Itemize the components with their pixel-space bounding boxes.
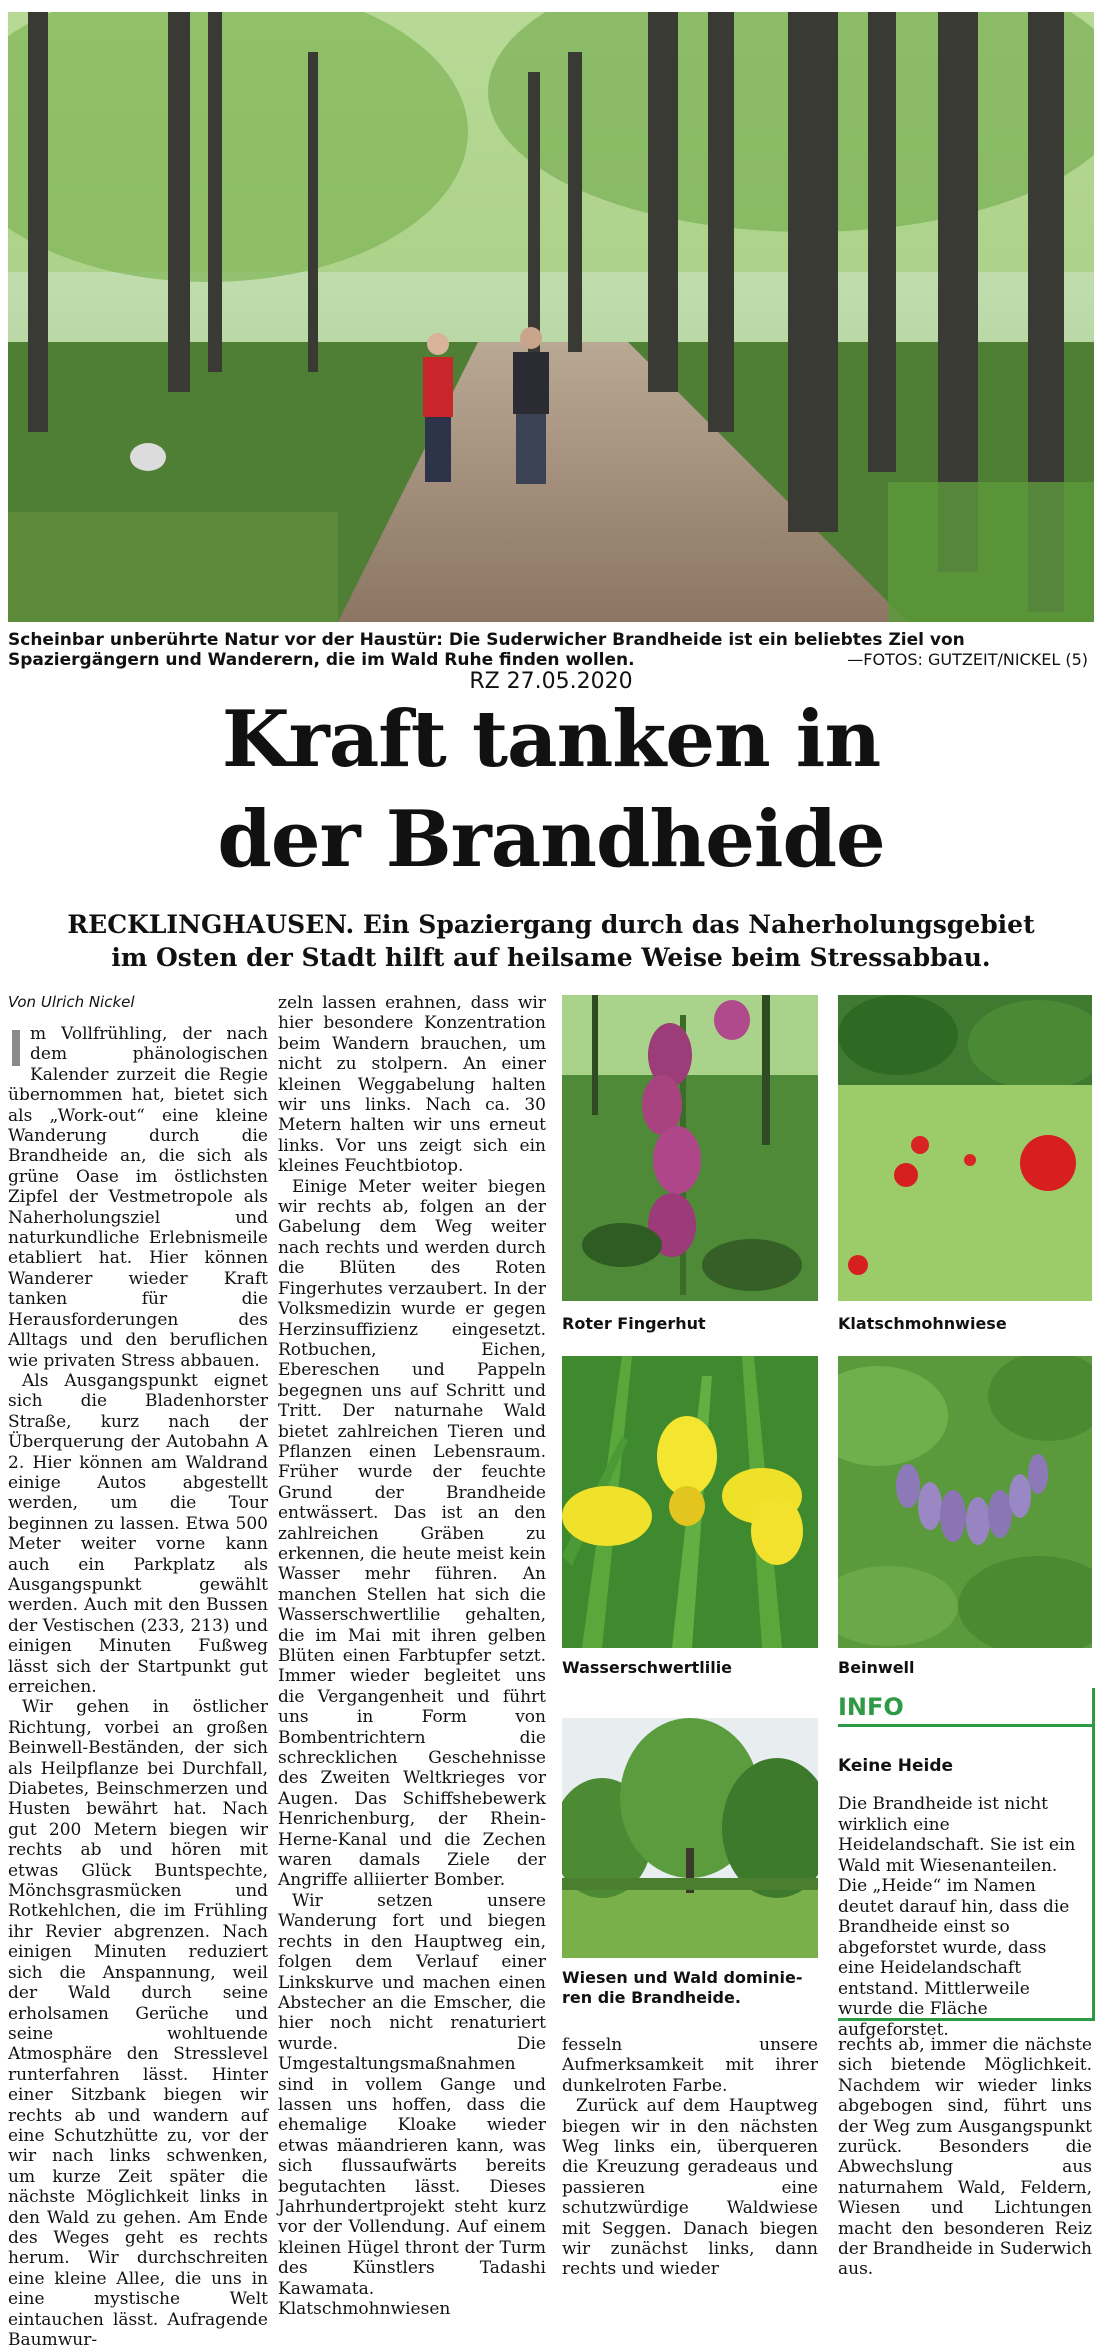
caption-wiesen-line-1: Wiesen und Wald dominie- xyxy=(562,1968,803,1987)
info-body: Die Brandheide ist nicht wirklich eine Heidelandschaft. Sie ist ein Wald mit Wiesenanteilen. Die „Heide“ im Namen deutet darauf hin, dass die Brandheide einst so abgeforstet wurde, dass eine Heidelandschaft entstand. Mittlerweile wurde die Fläche aufgeforstet. xyxy=(838,1794,1076,2040)
paragraph: rechts ab, immer die nächste sich bietende Möglichkeit. Nachdem wir wieder links abgebogen sind, führt uns der Weg zum Ausgangspunkt zurück. Besonders die Abwechslung aus naturnahem Wald, Feldern, Wiesen und Lichtungen macht den besonderen Reiz der Brandheide in Suderwich aus. xyxy=(838,2035,1092,2280)
photo-wiesen-und-wald xyxy=(562,1718,818,1958)
initial-letter-mark xyxy=(12,1030,20,1066)
paragraph: zeln lassen erahnen, dass wir hier besondere Konzentration beim Wandern brauchen, um nicht zu stolpern. An einer kleinen Weggabelung halten wir uns links. Nach ca. 30 Metern halten wir uns erneut links. Vor uns zeigt sich ein kleines Feuchtbiotop. xyxy=(278,993,546,1177)
paragraph: Einige Meter weiter biegen wir rechts ab, folgen an der Gabelung dem Weg weiter nach rechts und werden durch die Blüten des Roten Fingerhutes verzaubert. In der Volksmedizin wurde er gegen Herzinsuffizienz eingesetzt. Rotbuchen, Eichen, Ebereschen und Pappeln begegnen uns auf Schritt und Tritt. Der naturnahe Wald bietet zahlreichen Tieren und Pflanzen einen Lebensraum. Früher wurde der feuchte Grund der Brandheide entwässert. Das ist an den zahlreichen Gräben zu erkennen, die heute meist kein Wasser mehr führen. An manchen Stellen hat sich die Wasserschwertlilie gehalten, die im Mai mit ihren gelben Blüten einen Farbtupfer setzt. Immer wieder begleitet uns die Vergangenheit und führt uns in Form von Bombentrichtern die schrecklichen Geschehnisse des Zweiten Weltkrieges vor Augen. Das Schiffshebewerk Henrichenburg, der Rhein-Herne-Kanal und die Zechen waren damals Ziele der Angriffe alliierter Bomber. xyxy=(278,1176,546,1891)
caption-beinwell: Beinwell xyxy=(838,1658,915,1677)
paragraph: Wir setzen unsere Wanderung fort und biegen rechts in den Hauptweg ein, folgen dem Verlauf einer Linkskurve und machen einen Abstecher an die Emscher, die hier noch nicht renaturiert wurde. Die Umgestaltungsmaßnahmen sind in vollem Gange und lassen uns hoffen, dass die ehemalige Kloake wieder etwas mäandrieren kann, was sich flussaufwärts bereits begutachten lässt. Dieses Jahrhundertprojekt steht kurz vor der Vollendung. Auf einem kleinen Hügel thront der Turm des Künstlers Tadashi Kawamata. Klatschmohnwiesen xyxy=(278,1890,546,2319)
byline: Von Ulrich Nickel xyxy=(8,993,135,1011)
article-column-4 xyxy=(838,2035,1092,2280)
paragraph: Als Ausgangspunkt eignet sich die Bladenhorster Straße, kurz nach der Überquerung der Autobahn A 2. Hier können am Waldrand einige Autos abgestellt werden, um die Tour beginnen zu lassen. Etwa 500 Meter weiter vorne kann auch ein Parkplatz als Ausgangspunkt gewählt werden. Auch mit den Bussen der Vestischen (233, 213) und einigen Minuten Fußweg lässt sich der Startpunkt gut erreichen. xyxy=(8,1370,268,1697)
paragraph: m Vollfrühling, der nach dem phänologischen Kalender zurzeit die Regie übernommen hat, bietet sich als „Work-out“ eine kleine Wanderung durch die Brandheide an, die sich als grüne Oase im östlichsten Zipfel der Vestmetropole als Naherholungsziel und naturkundliche Erlebnismeile etabliert hat. Hier können Wanderer wieder Kraft tanken für die Herausforderungen des Alltags und den beruflichen wie privaten Stress abbauen. xyxy=(8,1024,268,1371)
subheadline-line-1: RECKLINGHAUSEN. Ein Spaziergang durch das Naherholungsgebiet xyxy=(67,910,1035,939)
article-column-1 xyxy=(8,1024,268,2350)
photo-roter-fingerhut xyxy=(562,995,818,1301)
headline-line-2: der Brandheide xyxy=(217,794,885,885)
caption-wiesen-line-2: ren die Brandheide. xyxy=(562,1988,741,2007)
info-title: INFO xyxy=(838,1693,904,1721)
hero-photo xyxy=(8,12,1094,622)
caption-klatschmohnwiese: Klatschmohnwiese xyxy=(838,1314,1007,1333)
info-heading: Keine Heide xyxy=(838,1756,954,1776)
headline-line-1: Kraft tanken in xyxy=(221,694,881,785)
headline xyxy=(0,690,1102,890)
publication-date: RZ 27.05.2020 xyxy=(469,669,633,694)
hero-caption-text: Scheinbar unberührte Natur vor der Haustür: Die Suderwicher Brandheide ist ein beliebtes Ziel von Spaziergängern und Wanderern, die im Wald Ruhe finden wollen. xyxy=(8,630,965,670)
paragraph: fesseln unsere Aufmerksamkeit mit ihrer dunkelroten Farbe. xyxy=(562,2035,818,2096)
article-column-3 xyxy=(562,2035,818,2280)
subheadline-line-2: im Osten der Stadt hilft auf heilsame Weise beim Stressabbau. xyxy=(111,943,991,972)
photo-klatschmohnwiese xyxy=(838,995,1092,1301)
photo-credit: —FOTOS: GUTZEIT/NICKEL (5) xyxy=(847,650,1088,669)
photo-beinwell xyxy=(838,1356,1092,1648)
hero-caption xyxy=(8,630,1094,670)
caption-roter-fingerhut: Roter Fingerhut xyxy=(562,1314,706,1333)
info-divider xyxy=(838,1724,1095,1727)
paragraph: Wir gehen in östlicher Richtung, vorbei an großen Beinwell-Beständen, der sich als Heilpflanze bei Durchfall, Diabetes, Beinschmerzen und Husten bewährt hat. Nach gut 200 Metern biegen wir rechts ab und hören mit etwas Glück Buntspechte, Mönchsgrasmücken und Rotkehlchen, die im Frühling ihr Revier abgrenzen. Nach einigen Minuten reduziert sich die Anspannung, weil der Wald durch seine erholsamen Gerüche und seine wohltuende Atmosphäre den Stresslevel runterfahren lässt. Hinter einer Sitzbank biegen wir rechts ab und wandern auf eine Schutzhütte zu, vor der wir nach links schwenken, um kurze Zeit später die nächste Möglichkeit links in den Wald zu gehen. Am Ende des Weges geht es rechts herum. Wir durchschreiten eine kleine Allee, die uns in eine mystische Welt eintauchen lässt. Aufragende Baumwur- xyxy=(8,1697,268,2350)
subheadline xyxy=(0,908,1102,974)
paragraph: Zurück auf dem Hauptweg biegen wir in den nächsten Weg links ein, überqueren die Kreuzung geradeaus und passieren eine schutzwürdige Waldwiese mit Seggen. Danach biegen wir zunächst links, dann rechts und wieder xyxy=(562,2096,818,2280)
photo-wasserschwertlilie xyxy=(562,1356,818,1648)
caption-wiesen-und-wald xyxy=(562,1968,802,2008)
article-column-2 xyxy=(278,993,546,2319)
caption-wasserschwertlilie: Wasserschwertlilie xyxy=(562,1658,733,1677)
